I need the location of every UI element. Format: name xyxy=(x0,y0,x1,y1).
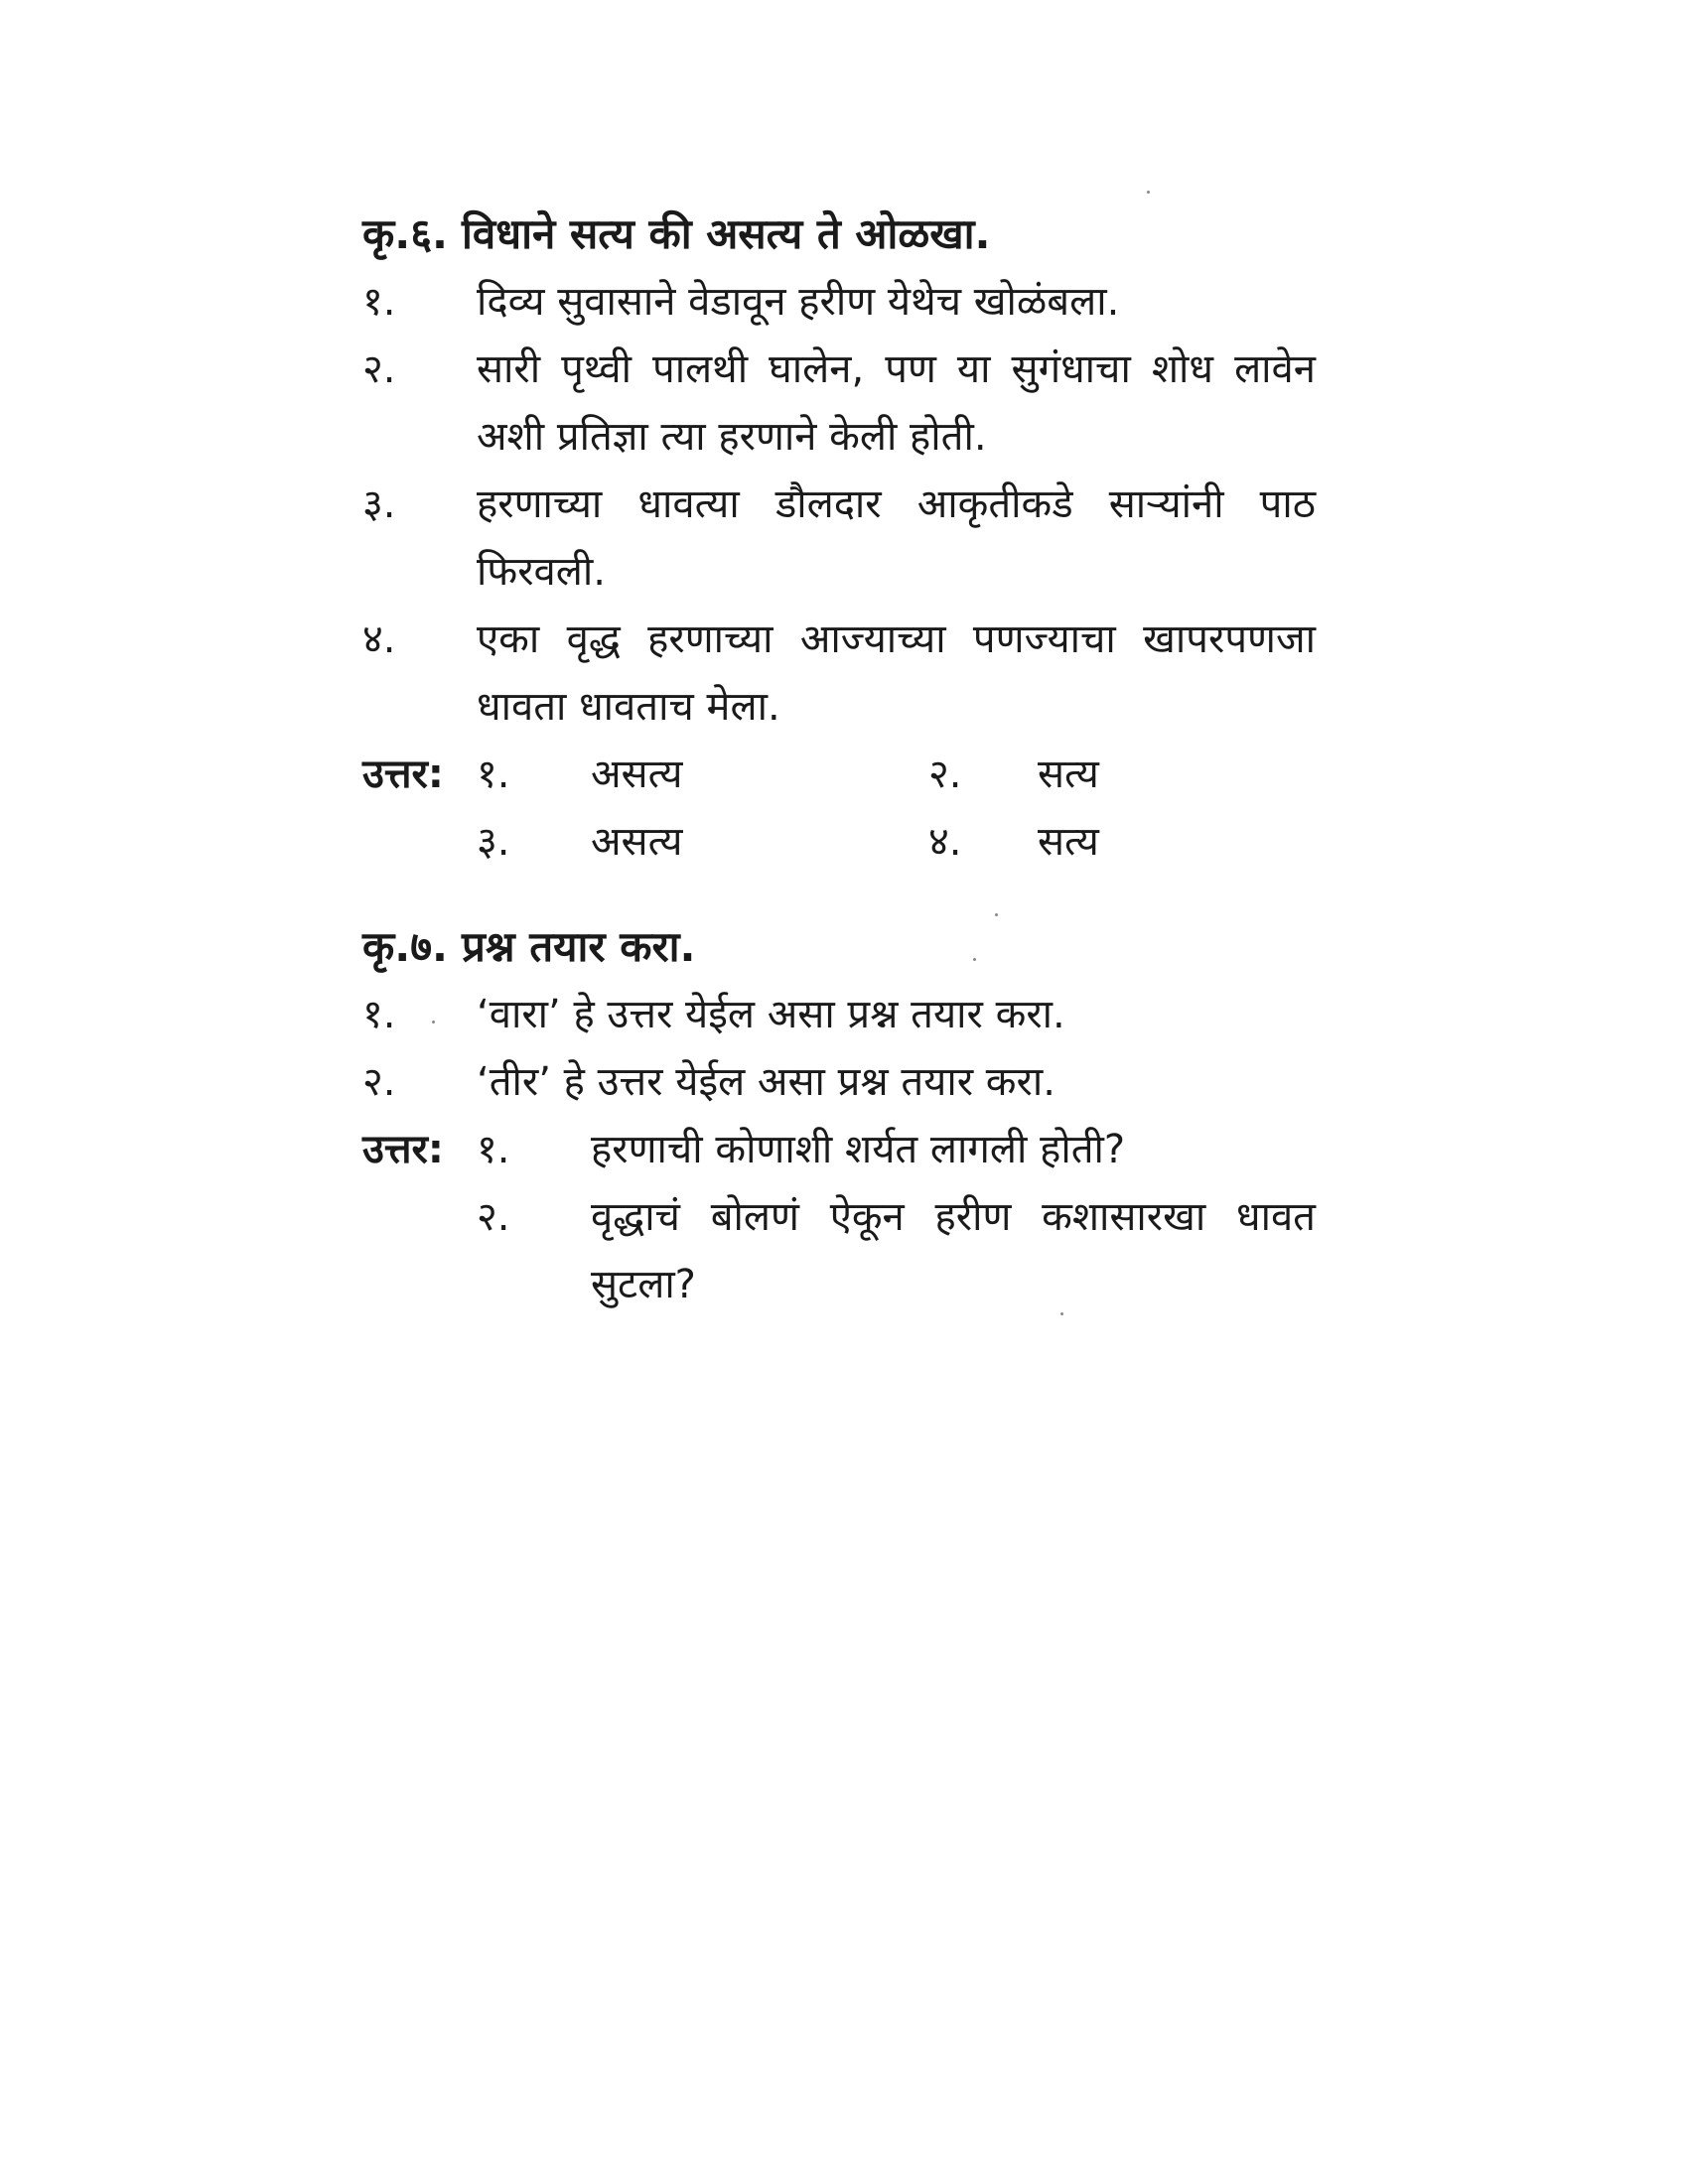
statement-item xyxy=(362,268,1316,336)
answer-number: १. xyxy=(477,751,510,797)
question-6-heading xyxy=(362,201,1316,268)
statement-number: १. xyxy=(362,279,396,325)
answer-number: ४. xyxy=(928,819,962,865)
question-6-title: विधाने सत्य की असत्य ते ओळखा. xyxy=(462,209,991,258)
statement-text: दिव्य सुवासाने वेडावून हरीण येथेच खोळंबला. xyxy=(477,279,1120,325)
answer-value: सत्य xyxy=(1038,751,1099,797)
question-7-title: प्रश्न तयार करा. xyxy=(462,922,696,971)
prompt-number: २. xyxy=(362,1059,396,1105)
statement-number: ४. xyxy=(362,616,396,662)
prompt-item xyxy=(362,981,1316,1048)
statement-item xyxy=(362,606,1316,741)
scan-speck xyxy=(1060,1312,1063,1315)
answer-text: हरणाची कोणाशी शर्यत लागली होती? xyxy=(591,1127,1126,1172)
prompt-text: ‘वारा’ हे उत्तर येईल असा प्रश्न तयार करा. xyxy=(477,992,1065,1037)
scan-speck xyxy=(973,958,976,961)
answer-number: ३. xyxy=(477,819,510,865)
statement-number: ३. xyxy=(362,481,396,527)
question-7-heading xyxy=(362,913,1316,981)
statement-item xyxy=(362,336,1316,471)
answer-label: उत्तर: xyxy=(362,751,444,797)
statement-text: सारी पृथ्वी पालथी घालेन, पण या सुगंधाचा शोध लावेन अशी प्रतिज्ञा त्या हरणाने केली होती. xyxy=(477,346,1316,460)
statement-text: एका वृद्ध हरणाच्या आज्याच्या पणज्याचा खापरपणजा धावता धावताच मेला. xyxy=(477,616,1316,730)
answer-value: असत्य xyxy=(591,751,683,797)
prompt-number: १. xyxy=(362,992,396,1037)
question-6 xyxy=(362,201,1316,876)
prompt-text: ‘तीर’ हे उत्तर येईल असा प्रश्न तयार करा. xyxy=(477,1059,1055,1105)
scan-speck xyxy=(432,1021,435,1024)
statement-text: हरणाच्या धावत्या डौलदार आकृतीकडे साऱ्यांनी पाठ फिरवली. xyxy=(477,481,1316,595)
answer-text: वृद्धाचं बोलणं ऐकून हरीण कशासारखा धावत सुटला? xyxy=(591,1194,1316,1307)
scan-speck xyxy=(995,913,998,916)
scan-speck xyxy=(1147,191,1150,194)
answer-number: १. xyxy=(477,1127,510,1172)
answer-row xyxy=(362,1116,1316,1183)
answer-row xyxy=(362,1183,1316,1318)
question-7 xyxy=(362,913,1316,1318)
answer-value: असत्य xyxy=(591,819,683,865)
question-6-number: कृ.६. xyxy=(362,209,449,258)
statement-item xyxy=(362,471,1316,606)
answer-number: २. xyxy=(477,1194,510,1240)
answer-row xyxy=(362,741,1316,808)
answer-value: सत्य xyxy=(1038,819,1099,865)
answer-number: २. xyxy=(928,751,962,797)
answer-row xyxy=(362,808,1316,876)
statement-number: २. xyxy=(362,346,396,392)
prompt-item xyxy=(362,1048,1316,1116)
question-7-number: कृ.७. xyxy=(362,922,449,971)
answer-label: उत्तर: xyxy=(362,1127,444,1172)
